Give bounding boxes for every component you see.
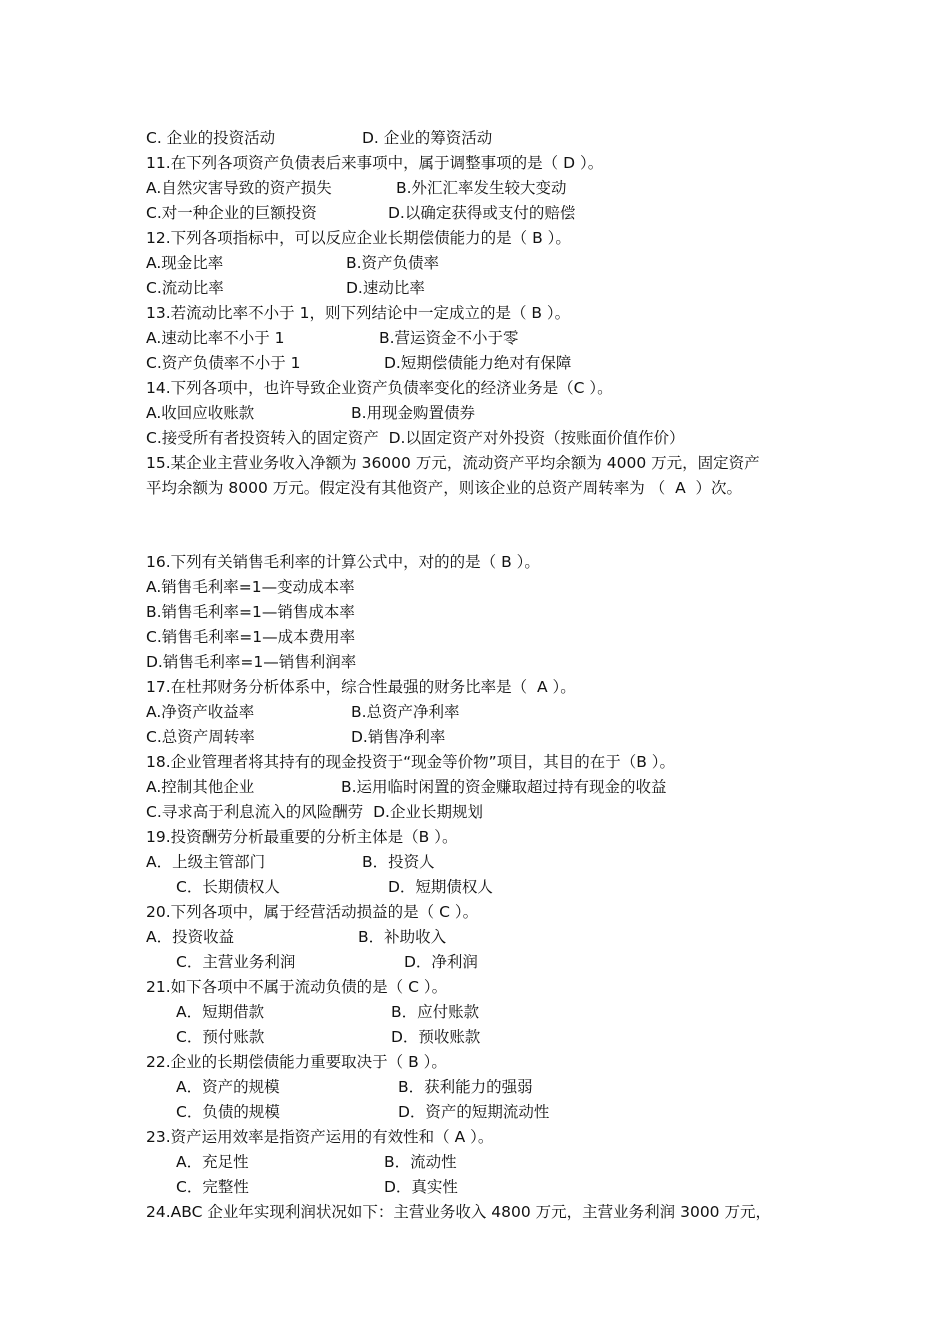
question-17: 17.在杜邦财务分析体系中，综合性最强的财务比率是（ A ）。 [146, 678, 576, 696]
option-c-q22: C．负债的规模 [176, 1103, 280, 1121]
option-b-q21: B．应付账款 [391, 1003, 480, 1021]
question-11: 11.在下列各项资产负债表后来事项中，属于调整事项的是（ D ）。 [146, 154, 604, 172]
question-12: 12.下列各项指标中，可以反应企业长期偿债能力的是（ B ）。 [146, 229, 571, 247]
option-d-q20: D．净利润 [404, 953, 478, 971]
option-d-q22: D．资产的短期流动性 [398, 1103, 550, 1121]
question-15-cont: 平均余额为 8000 万元。假定没有其他资产，则该企业的总资产周转率为 （ A ）次。 [146, 479, 743, 497]
option-b-q14: B.用现金购置债券 [351, 404, 476, 422]
question-22: 22.企业的长期偿债能力重要取决于（ B ）。 [146, 1053, 447, 1071]
option-d-q12: D.速动比率 [346, 279, 425, 297]
option-a-q11: A.自然灾害导致的资产损失 [146, 179, 332, 197]
question-19: 19.投资酬劳分析最重要的分析主体是（B ）。 [146, 828, 458, 846]
option-b-q19: B．投资人 [362, 853, 435, 871]
question-18: 18.企业管理者将其持有的现金投资于“现金等价物”项目，其目的在于（B ）。 [146, 753, 676, 771]
option-b-q22: B．获利能力的强弱 [398, 1078, 533, 1096]
option-c-q11: C.对一种企业的巨额投资 [146, 204, 317, 222]
option-c-q23: C．完整性 [176, 1178, 249, 1196]
options-cd-q18: C.寻求高于利息流入的风险酬劳 D.企业长期规划 [146, 803, 483, 821]
option-d-q23: D．真实性 [384, 1178, 458, 1196]
question-23: 23.资产运用效率是指资产运用的有效性和（ A ）。 [146, 1128, 494, 1146]
option-a-q22: A．资产的规模 [176, 1078, 280, 1096]
option-d-q19: D．短期债权人 [388, 878, 493, 896]
option-b-q23: B．流动性 [384, 1153, 457, 1171]
option-c-q19: C．长期债权人 [176, 878, 280, 896]
option-c-q16: C.销售毛利率=1—成本费用率 [146, 628, 356, 646]
option-c-q12: C.流动比率 [146, 279, 224, 297]
question-14: 14.下列各项中，也许导致企业资产负债率变化的经济业务是（C ）。 [146, 379, 613, 397]
option-a-q12: A.现金比率 [146, 254, 224, 272]
options-cd-q14: C.接受所有者投资转入的固定资产 D.以固定资产对外投资（按账面价值作价） [146, 429, 685, 447]
question-24: 24.ABC 企业年实现利润状况如下：主营业务收入 4800 万元，主营业务利润 3000 万元， [146, 1203, 771, 1221]
question-16: 16.下列有关销售毛利率的计算公式中，对的的是（ B ）。 [146, 553, 540, 571]
option-d-q17: D.销售净利率 [351, 728, 446, 746]
option-b-q13: B.营运资金不小于零 [379, 329, 519, 347]
option-a-q23: A．充足性 [176, 1153, 249, 1171]
option-a-q14: A.收回应收账款 [146, 404, 255, 422]
option-a-q20: A．投资收益 [146, 928, 235, 946]
option-c-q17: C.总资产周转率 [146, 728, 255, 746]
option-a-q21: A．短期借款 [176, 1003, 265, 1021]
option-b-q18: B.运用临时闲置的资金赚取超过持有现金的收益 [341, 778, 667, 796]
option-a-q18: A.控制其他企业 [146, 778, 255, 796]
option-a-q13: A.速动比率不小于 1 [146, 329, 285, 347]
option-d-q13: D.短期偿债能力绝对有保障 [384, 354, 572, 372]
option-d-q11: D.以确定获得或支付的赔偿 [388, 204, 576, 222]
option-a-q19: A．上级主管部门 [146, 853, 266, 871]
question-15: 15.某企业主营业务收入净额为 36000 万元，流动资产平均余额为 4000 万元，固定资产 [146, 454, 760, 472]
option-b-q11: B.外汇汇率发生较大变动 [396, 179, 567, 197]
option-b-q16: B.销售毛利率=1—销售成本率 [146, 603, 355, 621]
option-b-q12: B.资产负债率 [346, 254, 440, 272]
option-b-q17: B.总资产净利率 [351, 703, 460, 721]
option-d-q16: D.销售毛利率=1—销售利润率 [146, 653, 357, 671]
question-13: 13.若流动比率不小于 1，则下列结论中一定成立的是（ B ）。 [146, 304, 571, 322]
option-a-q16: A.销售毛利率=1—变动成本率 [146, 578, 355, 596]
option-c-q13: C.资产负债率不小于 1 [146, 354, 301, 372]
option-c-q21: C．预付账款 [176, 1028, 265, 1046]
option-b-q20: B．补助收入 [358, 928, 447, 946]
option-c-q20: C．主营业务利润 [176, 953, 296, 971]
option-d-q10: D. 企业的筹资活动 [362, 129, 493, 147]
question-20: 20.下列各项中，属于经营活动损益的是（ C ）。 [146, 903, 479, 921]
option-d-q21: D．预收账款 [391, 1028, 481, 1046]
option-a-q17: A.净资产收益率 [146, 703, 255, 721]
question-21: 21.如下各项中不属于流动负债的是（ C ）。 [146, 978, 448, 996]
option-c-q10: C. 企业的投资活动 [146, 129, 276, 147]
